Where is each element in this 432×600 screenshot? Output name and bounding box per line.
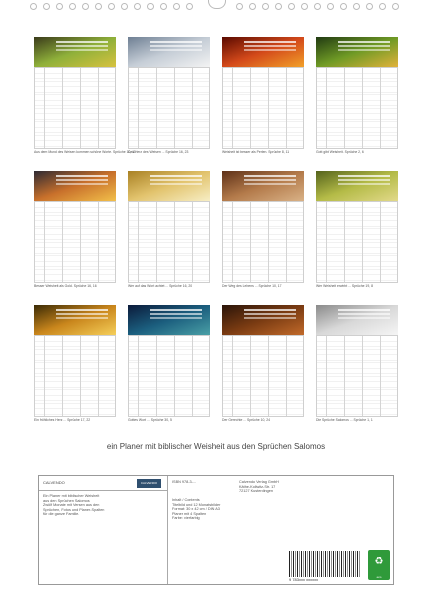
planner-column-line bbox=[62, 68, 63, 148]
month-caption: Wer auf das Wort achtet ... Sprüche 16, 20 bbox=[128, 284, 193, 288]
month-caption: Der Gerechte ... Sprüche 10, 24 bbox=[222, 418, 271, 422]
month-card bbox=[34, 305, 116, 422]
planner-table bbox=[316, 335, 398, 417]
planner-column-line bbox=[250, 336, 251, 416]
planner-column-line bbox=[138, 336, 139, 416]
month-card bbox=[222, 171, 304, 288]
planner-column-line bbox=[232, 202, 233, 282]
planner-column-line bbox=[326, 68, 327, 148]
planner-column-line bbox=[232, 68, 233, 148]
isbn-text: ISBN 978-3-... bbox=[172, 480, 197, 484]
month-caption: Weisheit ist besser als Perlen. Sprüche 8, 11 bbox=[222, 150, 290, 154]
planner-column-line bbox=[138, 202, 139, 282]
planner-table bbox=[34, 335, 116, 417]
planner-table bbox=[222, 201, 304, 283]
month-photo bbox=[34, 171, 116, 201]
month-card bbox=[316, 37, 398, 154]
month-card bbox=[222, 305, 304, 422]
month-card bbox=[34, 37, 136, 154]
text-line: Sprüchen, Fotos und Planer-Spalten bbox=[43, 507, 105, 512]
binding-hole bbox=[95, 3, 102, 10]
text-line: Inhalt / Contents bbox=[172, 498, 200, 502]
binding-hole bbox=[392, 3, 399, 10]
binding-hole bbox=[121, 3, 128, 10]
binding-hole bbox=[379, 3, 386, 10]
month-photo bbox=[34, 305, 116, 335]
binding-hole bbox=[186, 3, 193, 10]
planner-table bbox=[34, 67, 116, 149]
planner-column-line bbox=[174, 202, 175, 282]
planner-column-line bbox=[344, 68, 345, 148]
photo-verse-text bbox=[150, 175, 202, 177]
info-divider bbox=[167, 476, 168, 584]
month-photo bbox=[316, 37, 398, 67]
planner-column-line bbox=[192, 202, 193, 282]
month-photo bbox=[222, 171, 304, 201]
planner-column-line bbox=[192, 68, 193, 148]
binding-hole bbox=[82, 3, 89, 10]
binding-hole bbox=[160, 3, 167, 10]
planner-column-line bbox=[250, 68, 251, 148]
binding-hole bbox=[340, 3, 347, 10]
binding-hole bbox=[353, 3, 360, 10]
planner-column-line bbox=[380, 202, 381, 282]
month-card bbox=[128, 305, 210, 422]
planner-column-line bbox=[326, 202, 327, 282]
calvendo-logo: CALVENDO bbox=[137, 479, 161, 488]
binding-hanger bbox=[208, 0, 226, 9]
planner-column-line bbox=[326, 336, 327, 416]
month-photo bbox=[128, 37, 210, 67]
binding-hole bbox=[69, 3, 76, 10]
month-caption: Gott gibt Weisheit. Sprüche 2, 6 bbox=[316, 150, 364, 154]
planner-column-line bbox=[62, 336, 63, 416]
planner-table bbox=[34, 201, 116, 283]
photo-verse-text bbox=[244, 309, 296, 311]
brand-label: CALVENDO bbox=[43, 480, 65, 485]
planner-column-line bbox=[268, 336, 269, 416]
month-photo bbox=[128, 171, 210, 201]
photo-verse-text bbox=[244, 175, 296, 177]
text-line: 72127 Kusterdingen bbox=[239, 489, 273, 494]
planner-column-line bbox=[44, 68, 45, 148]
text-line: Ein Planer mit biblischer Weisheit bbox=[43, 494, 100, 498]
month-photo bbox=[316, 171, 398, 201]
binding-hole bbox=[327, 3, 334, 10]
planner-column-line bbox=[80, 68, 81, 148]
info-box bbox=[38, 475, 394, 585]
planner-column-line bbox=[250, 202, 251, 282]
month-photo bbox=[128, 305, 210, 335]
binding-hole bbox=[236, 3, 243, 10]
planner-column-line bbox=[192, 336, 193, 416]
binding-hole bbox=[147, 3, 154, 10]
planner-column-line bbox=[62, 202, 63, 282]
month-photo bbox=[316, 305, 398, 335]
month-caption: Das Herz des Weisen ... Sprüche 16, 23 bbox=[128, 150, 189, 154]
text-line: für die ganze Familie. bbox=[43, 512, 80, 517]
photo-verse-text bbox=[338, 41, 390, 43]
planner-column-line bbox=[268, 202, 269, 282]
planner-column-line bbox=[156, 202, 157, 282]
planner-table bbox=[222, 67, 304, 149]
planner-column-line bbox=[286, 336, 287, 416]
binding-hole bbox=[249, 3, 256, 10]
month-card bbox=[128, 37, 210, 154]
binding-hole bbox=[366, 3, 373, 10]
binding-hole bbox=[108, 3, 115, 10]
planner-column-line bbox=[380, 336, 381, 416]
binding-hole bbox=[275, 3, 282, 10]
planner-column-line bbox=[344, 202, 345, 282]
planner-column-line bbox=[80, 336, 81, 416]
planner-column-line bbox=[286, 68, 287, 148]
planner-column-line bbox=[98, 202, 99, 282]
planner-column-line bbox=[344, 336, 345, 416]
binding-hole bbox=[288, 3, 295, 10]
binding-hole bbox=[173, 3, 180, 10]
planner-column-line bbox=[44, 202, 45, 282]
month-photo bbox=[34, 37, 116, 67]
photo-verse-text bbox=[56, 41, 108, 43]
planner-table bbox=[316, 201, 398, 283]
planner-column-line bbox=[362, 68, 363, 148]
planner-subtitle: ein Planer mit biblischer Weisheit aus den Sprüchen Salomos bbox=[106, 442, 326, 451]
month-caption: Besser Weisheit als Gold. Sprüche 16, 16 bbox=[34, 284, 97, 288]
planner-table bbox=[128, 201, 210, 283]
planner-table bbox=[316, 67, 398, 149]
planner-column-line bbox=[156, 336, 157, 416]
planner-column-line bbox=[156, 68, 157, 148]
text-line: Farbe: vierfarbig bbox=[172, 516, 200, 521]
month-card bbox=[128, 171, 210, 288]
month-card bbox=[34, 171, 116, 288]
month-caption: Ein fröhliches Herz ... Sprüche 17, 22 bbox=[34, 418, 91, 422]
photo-verse-text bbox=[150, 41, 202, 43]
text-line: Käthe-Kollwitz-Str. 17 bbox=[239, 484, 276, 489]
text-line: Planer mit 4 Spalten bbox=[172, 511, 207, 516]
photo-verse-text bbox=[150, 309, 202, 311]
text-line: Format: 30 x 42 cm / DIN A3 bbox=[172, 507, 220, 512]
binding-hole bbox=[134, 3, 141, 10]
binding-hole bbox=[314, 3, 321, 10]
month-caption: Aus dem Mund des Weisen kommen schöne Worte. Sprüche 10, 11 bbox=[34, 150, 136, 154]
text-line: Zwölf Monate mit Versen aus den bbox=[43, 503, 100, 508]
month-card bbox=[316, 305, 398, 422]
planner-column-line bbox=[98, 68, 99, 148]
planner-table bbox=[128, 67, 210, 149]
planner-table bbox=[222, 335, 304, 417]
planner-column-line bbox=[232, 336, 233, 416]
description-text bbox=[43, 494, 161, 517]
contents-text bbox=[172, 498, 322, 521]
month-photo bbox=[222, 305, 304, 335]
planner-column-line bbox=[286, 202, 287, 282]
text-line: Titelbild und 12 Monatsbilder bbox=[172, 502, 221, 507]
month-caption: Wer Weisheit erwirbt ... Sprüche 19, 8 bbox=[316, 284, 373, 288]
month-caption: Die Sprüche Salomos ... Sprüche 1, 1 bbox=[316, 418, 373, 422]
planner-column-line bbox=[138, 68, 139, 148]
photo-verse-text bbox=[56, 309, 108, 311]
text-line: aus den Sprüchen Salomos bbox=[43, 498, 90, 503]
planner-column-line bbox=[268, 68, 269, 148]
planner-column-line bbox=[174, 68, 175, 148]
planner-column-line bbox=[362, 336, 363, 416]
binding-hole bbox=[262, 3, 269, 10]
binding-hole bbox=[56, 3, 63, 10]
photo-verse-text bbox=[338, 309, 390, 311]
photo-verse-text bbox=[338, 175, 390, 177]
text-line: Calvendo Verlag GmbH bbox=[239, 480, 279, 484]
binding-hole bbox=[30, 3, 37, 10]
month-card bbox=[222, 37, 304, 154]
planner-column-line bbox=[380, 68, 381, 148]
planner-column-line bbox=[98, 336, 99, 416]
planner-table bbox=[128, 335, 210, 417]
publisher-address bbox=[239, 480, 339, 494]
barcode-number: 9 783xxx xxxxxx bbox=[289, 577, 319, 582]
photo-verse-text bbox=[244, 41, 296, 43]
eco-badge: ♻ eco bbox=[368, 550, 390, 580]
planner-column-line bbox=[80, 202, 81, 282]
barcode bbox=[289, 551, 361, 577]
info-divider-h bbox=[39, 490, 167, 491]
eco-label: eco bbox=[376, 575, 382, 579]
binding-hole bbox=[301, 3, 308, 10]
binding-hole bbox=[43, 3, 50, 10]
photo-verse-text bbox=[56, 175, 108, 177]
month-caption: Der Weg des Lebens ... Sprüche 10, 17 bbox=[222, 284, 282, 288]
month-photo bbox=[222, 37, 304, 67]
month-card bbox=[316, 171, 398, 288]
planner-column-line bbox=[174, 336, 175, 416]
planner-column-line bbox=[44, 336, 45, 416]
planner-column-line bbox=[362, 202, 363, 282]
month-caption: Gottes Wort ... Sprüche 30, 5 bbox=[128, 418, 172, 422]
